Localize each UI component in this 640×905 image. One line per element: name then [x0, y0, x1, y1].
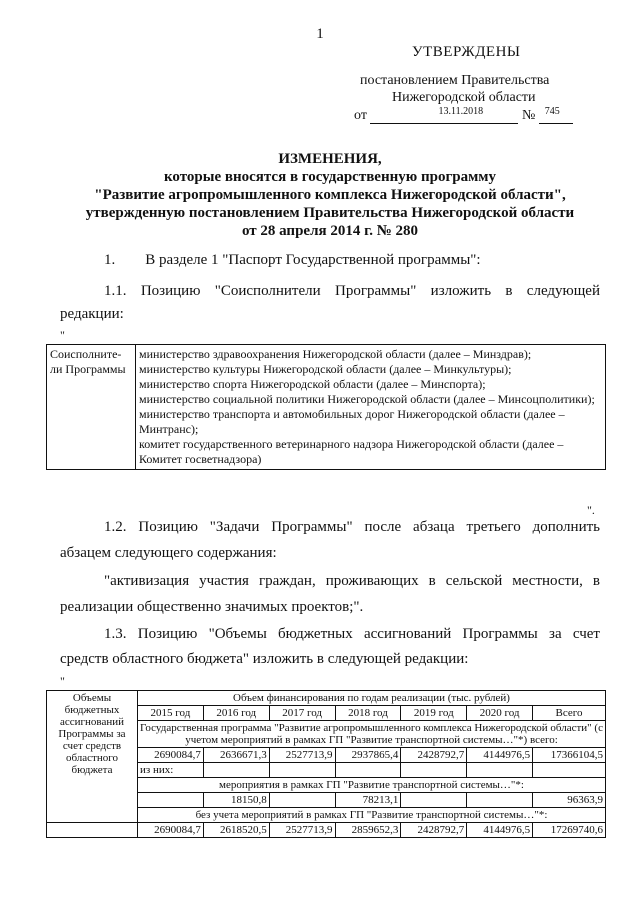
- table-cell: 2690084,7: [138, 823, 204, 838]
- doc-title-line-2: которые вносятся в государственную программу: [163, 169, 497, 185]
- year-header: 2019 год: [401, 706, 467, 721]
- table-cell: [47, 823, 138, 838]
- table-cell: 2618520,5: [203, 823, 269, 838]
- table-cell: 18150,8: [203, 793, 269, 808]
- table-cell: [401, 793, 467, 808]
- quote-line-1: "активизация участия граждан, проживающих в сельской местности, в: [104, 573, 600, 589]
- table-cell: [335, 763, 401, 778]
- open-quote-2: ": [60, 674, 65, 688]
- date-value: 13.11.2018: [438, 106, 484, 117]
- table-cell: [138, 793, 204, 808]
- paragraph-1-2-line-1: 1.2. Позицию "Задачи Программы" после абзаца третьего дополнить: [104, 519, 600, 535]
- open-quote-1: ": [60, 328, 65, 342]
- resolution-date-line: [354, 108, 573, 124]
- co-executors-label: Соисполните-ли Программы: [47, 345, 136, 470]
- table-cell: 2428792,7: [401, 748, 467, 763]
- quote-line-2: реализации общественно значимых проектов;".: [60, 599, 364, 615]
- doc-title-line-5: от 28 апреля 2014 г. № 280: [241, 223, 419, 239]
- year-header: Всего: [533, 706, 606, 721]
- table-cell: 2527713,9: [269, 748, 335, 763]
- approved-heading: УТВЕРЖДЕНЫ: [412, 44, 521, 60]
- table-cell: 2937865,4: [335, 748, 401, 763]
- list-item: комитет государственного ветеринарного надзора Нижегородской области (далее – Комитет госветнадзора): [139, 437, 564, 466]
- list-item: министерство культуры Нижегородской области (далее – Минкультуры);: [139, 362, 512, 376]
- table-cell: [533, 763, 606, 778]
- year-header: 2015 год: [138, 706, 204, 721]
- table-row: [47, 691, 606, 706]
- paragraph-1-1-line-2: редакции:: [60, 306, 124, 322]
- table-cell: [269, 763, 335, 778]
- table-row: [47, 823, 606, 838]
- co-executors-list: [136, 345, 606, 470]
- doc-title-line-4: утвержденную постановлением Правительства Нижегородской области: [85, 205, 575, 221]
- number-value: 745: [544, 106, 560, 117]
- table-cell: 4144976,5: [467, 748, 533, 763]
- budget-header: Объем финансирования по годам реализации (тыс. рублей): [138, 691, 606, 706]
- budget-table: [46, 690, 606, 838]
- paragraph-1-3-line-1: 1.3. Позицию "Объемы бюджетных ассигнований Программы за счет: [104, 626, 600, 642]
- program-label: Государственная программа "Развитие агропромышленного комплекса Нижегородской области" (с учетом мероприятий в рамках ГП "Развитие транспортной системы…"*) всего:: [138, 721, 606, 748]
- transport-label: мероприятия в рамках ГП "Развитие транспортной системы…"*:: [138, 778, 606, 793]
- table-cell: [401, 763, 467, 778]
- table-cell: 78213,1: [335, 793, 401, 808]
- doc-title-line-3: "Развитие агропромышленного комплекса Нижегородской области",: [94, 187, 566, 203]
- table-cell: [467, 763, 533, 778]
- table-cell: 2636671,3: [203, 748, 269, 763]
- table-cell: [203, 763, 269, 778]
- paragraph-1-2-line-2: абзацем следующего содержания:: [60, 545, 277, 561]
- table-cell: 17366104,5: [533, 748, 606, 763]
- table-cell: 4144976,5: [467, 823, 533, 838]
- date-field: [370, 106, 518, 124]
- table-cell: 2527713,9: [269, 823, 335, 838]
- table-cell: [467, 793, 533, 808]
- table-cell: 2428792,7: [401, 823, 467, 838]
- table-row: [47, 345, 606, 470]
- doc-title-line-1: ИЗМЕНЕНИЯ,: [278, 151, 382, 167]
- number-field: [539, 106, 573, 124]
- year-header: 2017 год: [269, 706, 335, 721]
- number-label: №: [521, 108, 536, 123]
- year-header: 2016 год: [203, 706, 269, 721]
- list-item: министерство спорта Нижегородской области (далее – Минспорта);: [139, 377, 486, 391]
- without-label: без учета мероприятий в рамках ГП "Развитие транспортной системы…"*:: [138, 808, 606, 823]
- page-number: 1: [316, 26, 324, 42]
- list-item: министерство транспорта и автомобильных дорог Нижегородской области (далее – Минтранс);: [139, 407, 565, 436]
- of-which-label: из них:: [138, 763, 204, 778]
- year-header: 2018 год: [335, 706, 401, 721]
- list-item: министерство здравоохранения Нижегородской области (далее – Минздрав);: [139, 347, 532, 361]
- table-cell: 96363,9: [533, 793, 606, 808]
- list-item: министерство социальной политики Нижегородской области (далее – Минсоцполитики);: [139, 392, 595, 406]
- table-cell: 2690084,7: [138, 748, 204, 763]
- resolution-line-1: постановлением Правительства: [360, 73, 550, 88]
- paragraph-1-3-line-2: средств областного бюджета" изложить в следующей редакции:: [60, 651, 469, 667]
- from-label: от: [354, 108, 367, 123]
- paragraph-1-1-line-1: 1.1. Позицию "Соисполнители Программы" изложить в следующей: [104, 283, 600, 299]
- table-cell: [269, 793, 335, 808]
- paragraph-1: 1. В разделе 1 "Паспорт Государственной программы":: [104, 252, 481, 268]
- co-executors-table: [46, 344, 606, 470]
- year-header: 2020 год: [467, 706, 533, 721]
- budget-label: Объемы бюджетных ассигнований Программы за счет средств областного бюджета: [47, 691, 138, 823]
- table-cell: 2859652,3: [335, 823, 401, 838]
- table-cell: 17269740,6: [533, 823, 606, 838]
- resolution-line-2: Нижегородской области: [392, 90, 536, 105]
- close-quote-1: ".: [587, 503, 595, 517]
